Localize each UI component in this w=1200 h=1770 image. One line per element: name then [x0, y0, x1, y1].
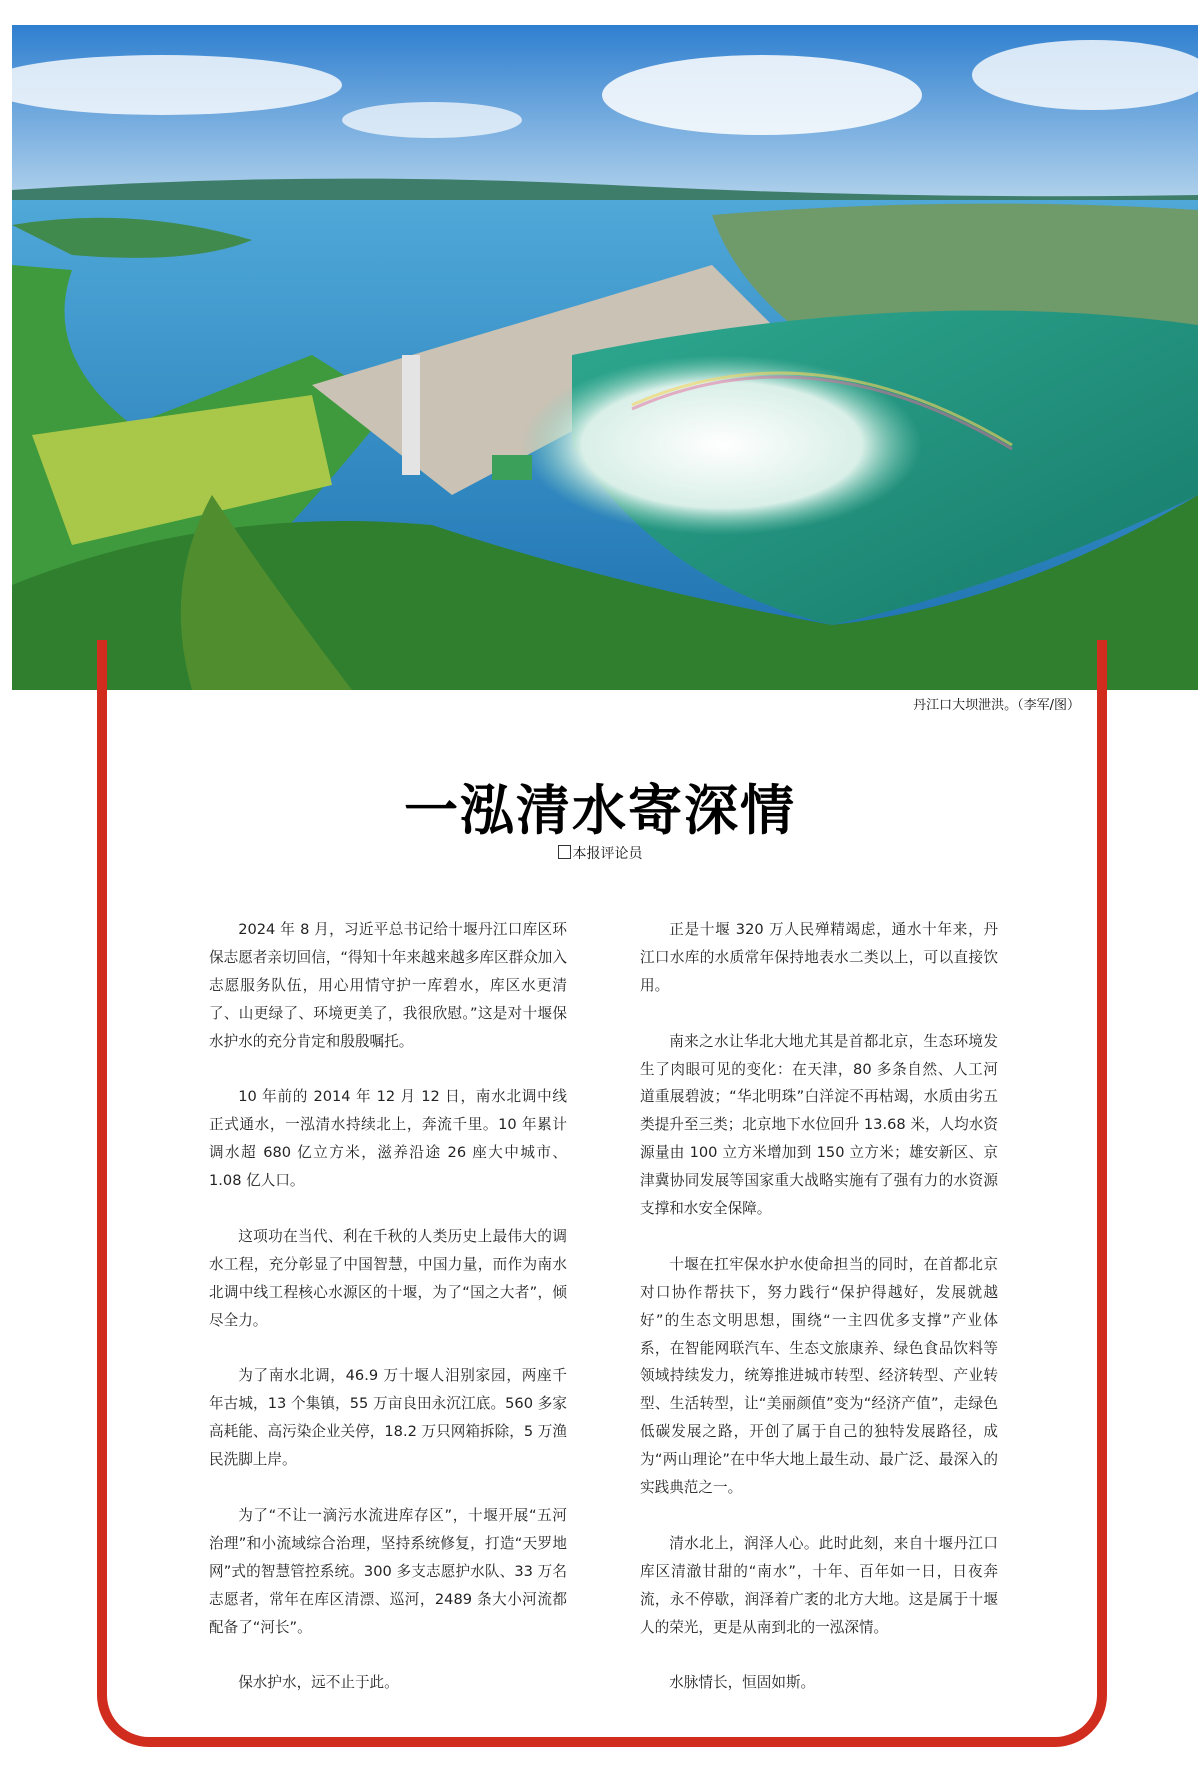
paragraph: 清水北上，润泽人心。此时此刻，来自十堰丹江口库区清澈甘甜的“南水”，十年、百年如一日，日夜奔流，永不停歇，润泽着广袤的北方大地。这是属于十堰人的荣光，更是从南到北的一泓深情。 — [640, 1534, 998, 1636]
photo-caption: 丹江口大坝泄洪。（李军/图） — [913, 698, 1080, 713]
paragraph: 十堰在扛牢保水护水使命担当的同时，在首都北京对口协作帮扶下，努力践行“保护得越好，发展就越好”的生态文明思想，围绕“一主四优多支撑”产业体系，在智能网联汽车、生态文旅康养、绿色食品饮料等领域持续发力，统筹推进城市转型、经济转型、产业转型、生活转型，让“美丽颜值”变为“经济产值”，走绿色低碳发展之路，开创了属于自己的独特发展路径，成为“两山理论”在中华大地上最生动、最广泛、最深入的实践典范之一。 — [640, 1255, 998, 1497]
paragraph: 10 年前的 2014 年 12 月 12 日，南水北调中线正式通水，一泓清水持续北上，奔流千里。10 年累计调水超 680 亿立方米，滋养沿途 26 座大中城市、1.08 亿人口。 — [209, 1088, 567, 1190]
article-title: 一泓清水寄深情 — [404, 778, 796, 842]
paragraph: 这项功在当代、利在千秋的人类历史上最伟大的调水工程，充分彰显了中国智慧，中国力量，而作为南水北调中线工程核心水源区的十堰，为了“国之大者”，倾尽全力。 — [209, 1227, 567, 1329]
paragraph: 水脉情长，恒固如斯。 — [669, 1674, 816, 1692]
article-column-right — [640, 916, 998, 1725]
paragraph: 为了南水北调，46.9 万十堰人泪别家园，两座千年古城，13 个集镇，55 万亩良田永沉江底。560 多家高耗能、高污染企业关停，18.2 万只网箱拆除，5 万渔民洗脚上岸。 — [209, 1367, 567, 1469]
dam-landscape-illustration — [12, 25, 1198, 690]
paragraph: 为了“不让一滴污水流进库存区”，十堰开展“五河治理”和小流域综合治理，坚持系统修复，打造“天罗地网”式的智慧管控系统。300 多支志愿护水队、33 万名志愿者，常年在库区清漂、巡河，2489 条大小河流都配备了“河长”。 — [209, 1506, 567, 1636]
dam-photo — [12, 25, 1198, 690]
byline — [0, 843, 1200, 863]
paragraph: 南来之水让华北大地尤其是首都北京，生态环境发生了肉眼可见的变化：在天津，80 多条自然、人工河道重展碧波；“华北明珠”白洋淀不再枯竭，水质由劣五类提升至三类；北京地下水位回升 13.68 米，人均水资源量由 100 立方米增加到 150 立方米；雄安新区、京津冀协同发展等国家重大战略实施有了强有力的水资源支撑和水安全保障。 — [640, 1032, 998, 1218]
paragraph: 2024 年 8 月，习近平总书记给十堰丹江口库区环保志愿者亲切回信，“得知十年来越来越多库区群众加入志愿服务队伍，用心用情守护一库碧水，库区水更清了、山更绿了、环境更美了，我很欣慰。”这是对十堰保水护水的充分肯定和殷殷嘱托。 — [209, 921, 567, 1050]
byline-box-icon — [558, 845, 571, 859]
paragraph: 保水护水，远不止于此。 — [238, 1674, 399, 1692]
article-column-left — [209, 916, 567, 1725]
byline-author: 本报评论员 — [572, 846, 643, 862]
paragraph: 正是十堰 320 万人民殚精竭虑，通水十年来，丹江口水库的水质常年保持地表水二类以上，可以直接饮用。 — [640, 921, 998, 994]
